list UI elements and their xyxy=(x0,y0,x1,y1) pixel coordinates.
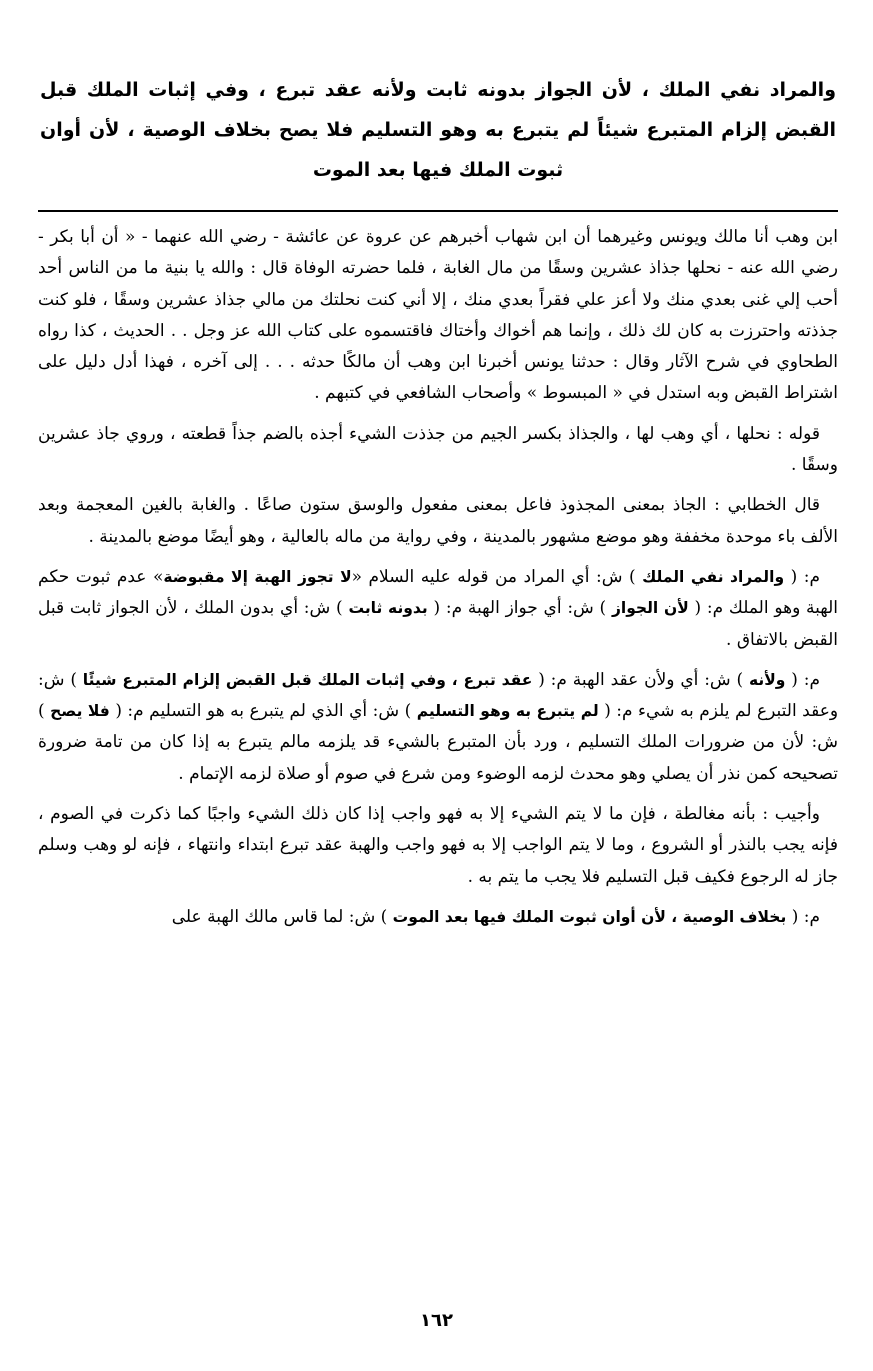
marker: م: ( xyxy=(791,669,820,690)
sharh-text: ) ش: أي جواز الهبة م: ( xyxy=(433,598,607,619)
footnote-divider xyxy=(38,210,838,212)
sharh-text: ) ش: أي المراد من قوله عليه السلام « xyxy=(351,566,636,587)
commentary-paragraph-1: ابن وهب أنا مالك ويونس وغيرهما أن ابن شهاب أخبرهم عن عروة عن عائشة - رضي الله عنهما - « أن أبا بكر - رضي الله عنه - نحلها جذاذ عشرين وسقًا من مال الغابة ، فلما حضرته الوفاة قال : والله يا بنية ما من الناس أحد أحب إلي غنى بعدي منك ولا أعز علي فقراً بعدي منك ، إلا أني كنت نحلتك من مالي جذاذ عشرين وسقًا ، فلو كنت جذذته واحترزت به كان لك ذلك ، وإنما هم أخواك وأختاك فاقتسموه على كتاب الله عز وجل . . الحديث ، كذا رواه الطحاوي في شرح الآثار وقال : حدثنا يونس أخبرنا ابن وهب أن مالكًا حدثه . . . إلى آخره ، فهذا أدل دليل على اشتراط القبض وبه استدل في « المبسوط » وأصحاب الشافعي في كتبهم . xyxy=(38,227,838,404)
matn-text: والمراد نفي الملك ، لأن الجواز بدونه ثابت ولأنه عقد تبرع ، وفي إثبات الملك قبل القبض إلزام المتبرع شيئاً لم يتبرع به وهو التسليم فلا يصح بخلاف الوصية ، لأن أوان ثبوت الملك فيها بعد الموت xyxy=(40,79,836,181)
sharh-text: ) ش: أي الذي لم يتبرع به هو التسليم م: ( xyxy=(115,701,412,722)
quoted-hadith: لا تجوز الهبة إلا مقبوضة xyxy=(163,567,352,586)
commentary-paragraph-4 xyxy=(38,562,838,656)
document-page xyxy=(38,70,838,942)
sharh-text: ) ش: أي ولأن عقد الهبة م: ( xyxy=(538,669,744,690)
quoted-matn: لم يتبرع به وهو التسليم xyxy=(416,702,599,721)
commentary-paragraph-2: قوله : نحلها ، أي وهب لها ، والجذاذ بكسر الجيم من جذذت الشيء أجذه بالضم جذاً قطعته ، وروي جاذ عشرين وسقًا . xyxy=(38,423,838,476)
sharh-text: ) ش: وعقد التبرع لم يلزم به شيء م: ( xyxy=(38,669,839,722)
marker: م: ( xyxy=(791,906,820,927)
commentary-paragraph-6: وأجيب : بأنه مغالطة ، فإن ما لا يتم الشيء إلا به فهو واجب إذا كان ذلك الشيء واجبًا كما ذكرت في الصوم ، فإنه يجب بالنذر أو الشروع ، وما لا يتم الواجب إلا به فهو واجب والهبة عقد تبرع ابتداء وانتهاء ، فإنه لو وهب وسلم جاز له الرجوع فكيف قبل التسليم فلا يجب ما يتم به . xyxy=(38,804,838,887)
quoted-matn: والمراد نفي الملك xyxy=(642,567,785,586)
sharh-text: ) ش: لأن من ضرورات الملك التسليم ، ورد بأن المتبرع بالشيء قد يلزمه مالم يتبرع به إذا كان من تامة ضرورة تصحيحه كمن نذر أن يصلي وهو محدث لزمه الوضوء ومن شرع في صوم أو صلاة لزمه الإتمام . xyxy=(38,701,838,784)
quoted-matn: ولأنه xyxy=(749,670,786,689)
commentary-paragraph-5 xyxy=(38,665,838,790)
page-number: ١٦٢ xyxy=(420,1310,453,1331)
quoted-matn: فلا يصح xyxy=(50,702,110,721)
commentary-paragraph-3: قال الخطابي : الجاذ بمعنى المجذوذ فاعل بمعنى مفعول والوسق ستون صاعًا . والغابة بالغين المعجمة وبعد الألف باء موحدة مخففة وهو موضع مشهور بالمدينة ، وفي رواية من ماله بالعالية ، وهو أيضًا موضع بالمدينة . xyxy=(38,495,838,547)
quoted-matn: لأن الجواز xyxy=(611,599,689,618)
sharh-text: ) ش: لما قاس مالك الهبة على xyxy=(171,906,388,927)
commentary-section xyxy=(38,222,838,933)
quoted-matn: بدونه ثابت xyxy=(348,599,428,618)
sharh-text: » عدم ثبوت حكم الهبة وهو الملك م: ( xyxy=(38,566,839,619)
quoted-matn: عقد تبرع ، وفي إثبات الملك قبل القبض إلزام المتبرع شيئًا xyxy=(82,670,533,689)
marker: م: ( xyxy=(790,566,820,587)
sharh-text: ) ش: أي بدون الملك ، لأن الجواز ثابت قبل القبض بالاتفاق . xyxy=(38,598,838,650)
quoted-matn: بخلاف الوصية ، لأن أوان ثبوت الملك فيها بعد الموت xyxy=(392,907,787,926)
commentary-paragraph-7 xyxy=(38,902,838,933)
